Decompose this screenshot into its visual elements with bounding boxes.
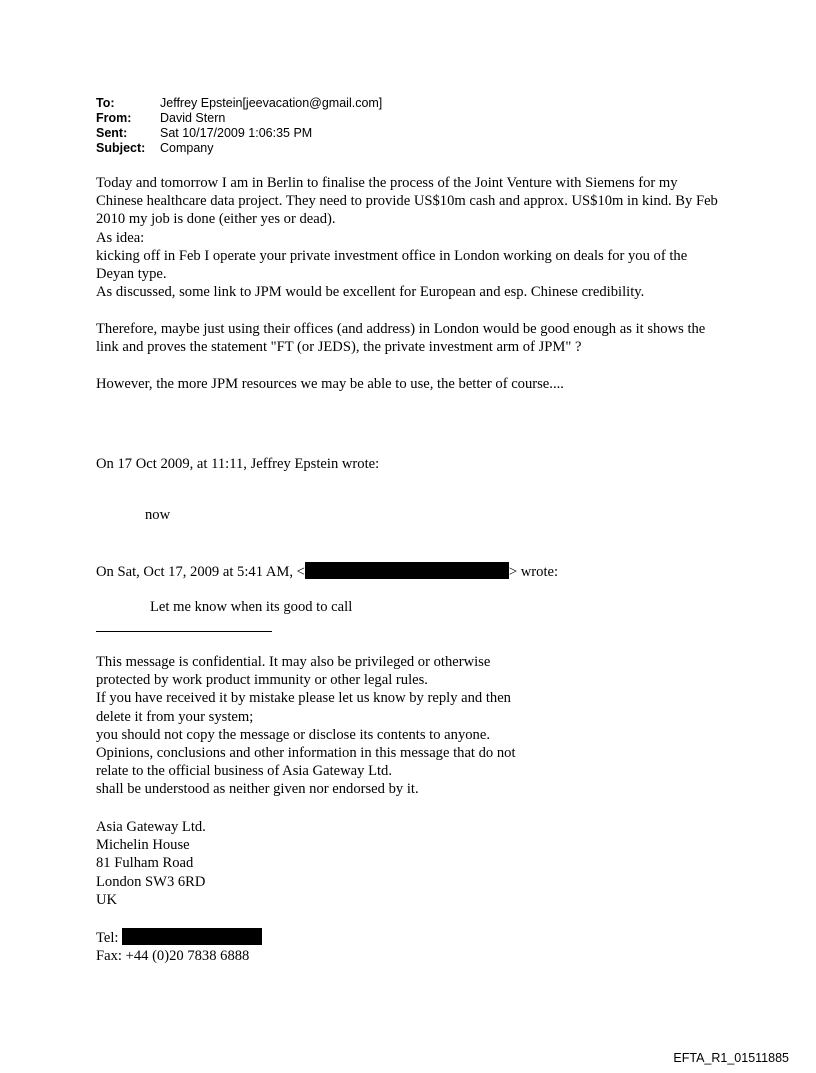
sent-value: Sat 10/17/2009 1:06:35 PM [160,126,313,140]
quote2-attribution-post: > wrote: [508,564,559,580]
to-label: To: [96,96,115,110]
disclaimer-line: shall be understood as neither given nor endorsed by it. [96,781,419,798]
message-body [96,174,726,301]
from-row [96,111,382,126]
subject-label: Subject: [96,141,146,155]
address-line: 81 Fulham Road [96,855,194,872]
subject-row [96,141,382,156]
from-value: David Stern [160,111,226,125]
to-value: Jeffrey Epstein[jeevacation@gmail.com] [160,96,383,110]
quote2-text: Let me know when its good to call [150,599,353,615]
disclaimer-line: delete it from your system; [96,708,254,725]
email-header [96,96,382,156]
body-paragraph-offer: kicking off in Feb I operate your private investment office in London working on deals for you of the Deyan type. [96,247,688,283]
disclaimer-line: protected by work product immunity or other legal rules. [96,672,428,689]
body-paragraph-3: However, the more JPM resources we may be able to use, the better of course.... [96,376,564,392]
address-line: Asia Gateway Ltd. [96,819,206,835]
disclaimer-line: relate to the official business of Asia Gateway Ltd. [96,763,392,780]
subject-value: Company [160,141,214,155]
body-paragraph-1: Today and tomorrow I am in Berlin to finalise the process of the Joint Venture with Siemens for my Chinese healthcare data project. They need to provide US$10m cash and approx. US$10m in kind. By Feb 2010 my job is done (either yes or dead). [96,175,718,228]
tel-line [96,928,736,947]
disclaimer-line: This message is confidential. It may also be privileged or otherwise [96,654,491,670]
to-row [96,96,382,111]
disclaimer-line: If you have received it by mistake please let us know by reply and then [96,690,511,707]
quote1-text: now [145,507,171,523]
quote2-attribution [96,562,736,581]
address-line: UK [96,891,118,908]
company-address [96,818,736,909]
body-line-idea: As idea: [96,229,145,246]
address-line: Michelin House [96,837,190,854]
fax-line: Fax: +44 (0)20 7838 6888 [96,948,250,965]
quote2-attribution-pre: On Sat, Oct 17, 2009 at 5:41 AM, < [96,564,305,580]
document-id: EFTA_R1_01511885 [673,1051,789,1065]
redaction-bar [122,928,262,945]
signature-divider [96,631,272,632]
disclaimer [96,653,736,799]
contact-info [96,928,736,965]
disclaimer-line: you should not copy the message or disclose its contents to anyone. [96,726,490,743]
disclaimer-line: Opinions, conclusions and other information in this message that do not [96,745,516,762]
quote1-attribution: On 17 Oct 2009, at 11:11, Jeffrey Epstein wrote: [96,456,380,472]
tel-label: Tel: [96,930,123,946]
redaction-bar [305,562,509,579]
body-paragraph-2: Therefore, maybe just using their offices (and address) in London would be good enough as it shows the link and proves the statement "FT (or JEDS), the private investment arm of JPM" ? [96,321,706,356]
sent-row [96,126,382,141]
sent-label: Sent: [96,126,128,140]
from-label: From: [96,111,132,125]
body-line-jpm: As discussed, some link to JPM would be excellent for European and esp. Chinese credibility. [96,284,645,301]
address-line: London SW3 6RD [96,873,206,890]
